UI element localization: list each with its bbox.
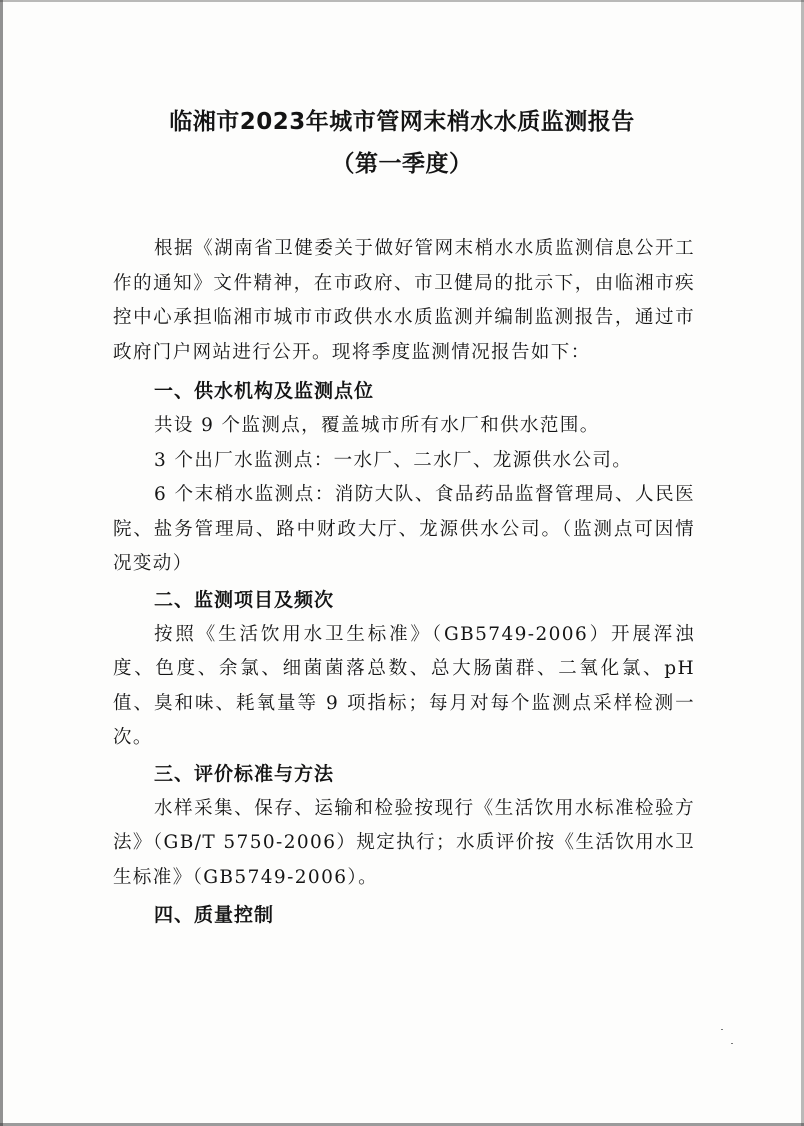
scan-speck: [731, 1043, 733, 1044]
section-paragraph: 按照《生活饮用水卫生标准》（GB5749-2006）开展浑浊度、色度、余氯、细菌菌落总数、总大肠菌群、二氧化氯、pH 值、臭和味、耗氧量等 9 项指标；每月对每个监测点采样检测一次。: [113, 623, 695, 748]
section-paragraph: 6 个末梢水监测点：消防大队、食品药品监督管理局、人民医院、盐务管理局、路中财政大厅、龙源供水公司。（监测点可因情况变动）: [113, 484, 695, 574]
report-subtitle: （第一季度）: [331, 151, 473, 177]
section-paragraph: 水样采集、保存、运输和检验按现行《生活饮用水标准检验方法》（GB/T 5750-2006）规定执行；水质评价按《生活饮用水卫生标准》（GB5749-2006）。: [113, 797, 695, 888]
scan-speck: [721, 1029, 723, 1030]
scan-edge-top: [0, 0, 804, 2]
section-paragraph: 3 个出厂水监测点：一水厂、二水厂、龙源供水公司。: [154, 449, 633, 471]
intro-paragraph: 根据《湖南省卫健委关于做好管网末梢水水质监测信息公开工作的通知》文件精神，在市政府、市卫健局的批示下，由临湘市疾控中心承担临湘市城市市政供水水质监测并编制监测报告，通过市政府门户网站进行公开。现将季度监测情况报告如下：: [113, 238, 695, 363]
section-heading-monitoring-points: 一、供水机构及监测点位: [154, 380, 375, 402]
report-title: 临湘市2023年城市管网末梢水水质监测报告: [169, 109, 635, 135]
section-heading-quality-control: 四、质量控制: [154, 904, 275, 926]
section-heading-items-frequency: 二、监测项目及频次: [154, 588, 335, 611]
report-body: [113, 232, 695, 933]
section-heading-standards-methods: 三、评价标准与方法: [154, 762, 335, 785]
section-paragraph: 共设 9 个监测点，覆盖城市所有水厂和供水范围。: [154, 415, 600, 436]
